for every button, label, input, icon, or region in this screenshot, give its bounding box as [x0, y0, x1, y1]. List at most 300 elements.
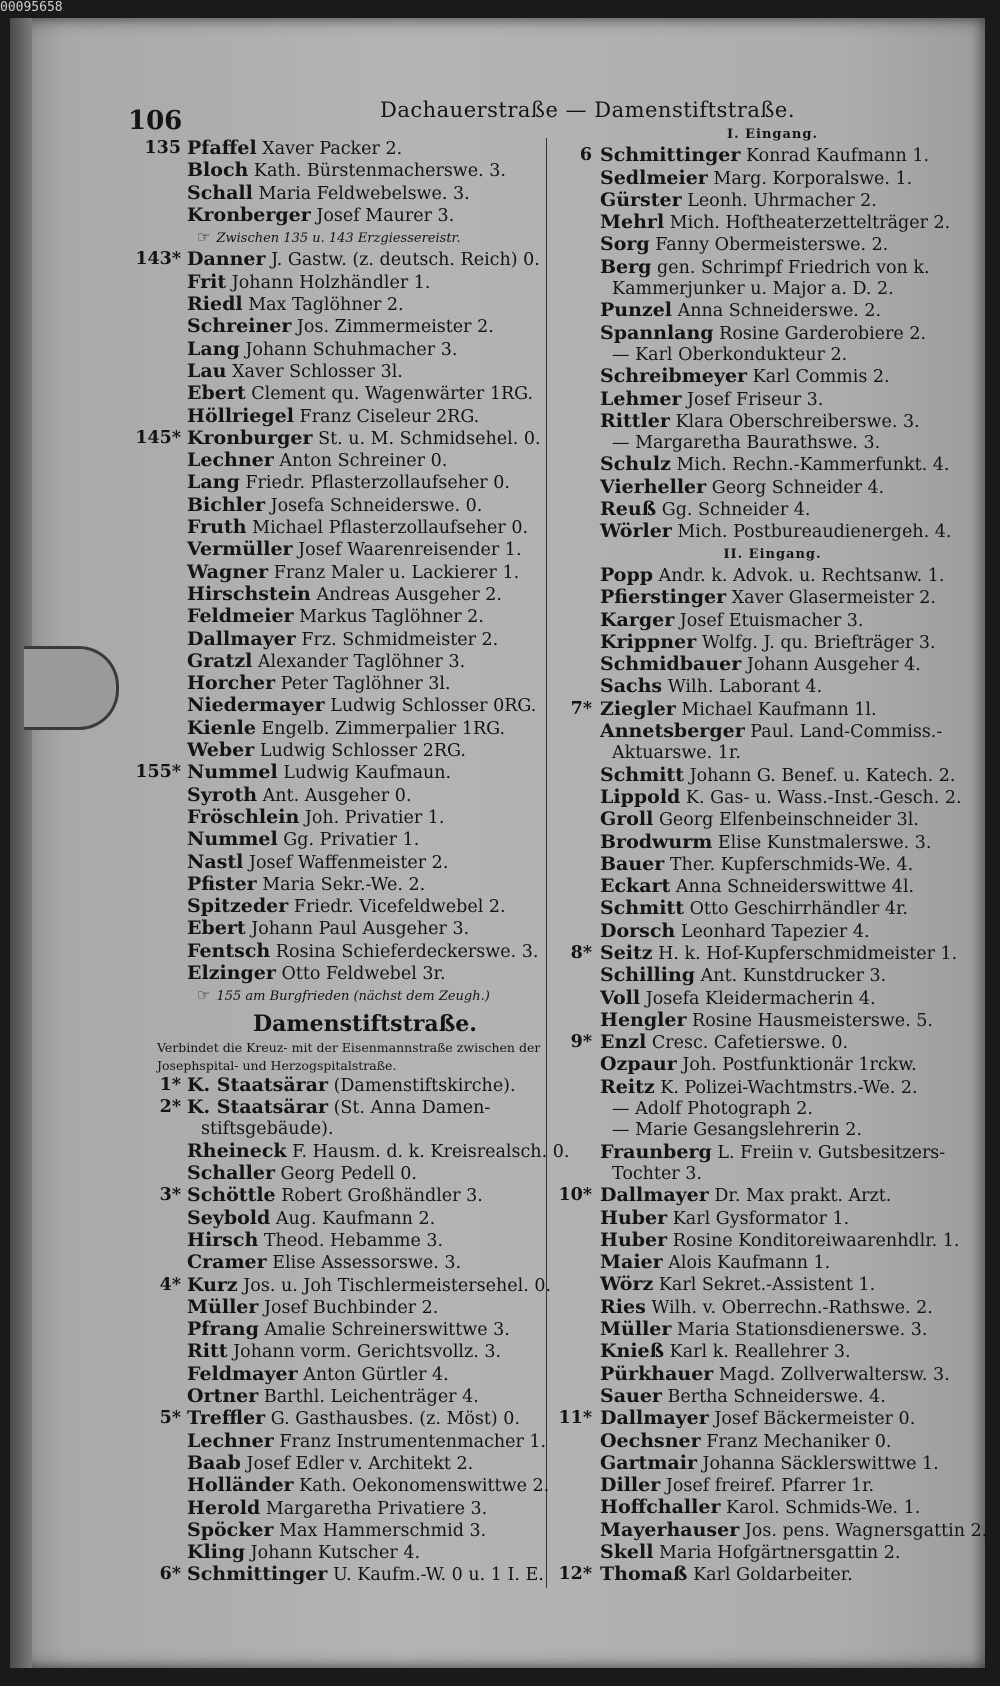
resident-details: Kath. Bürstenmacherswe. 3. — [253, 161, 506, 182]
resident-details: Johann Paul Ausgeher 3. — [251, 919, 470, 940]
resident-details: Josef Friseur 3. — [687, 389, 824, 410]
directory-entry — [560, 654, 985, 676]
directory-entry — [560, 521, 985, 543]
resident-name: Rittler — [600, 409, 670, 432]
thumb-index-tab — [24, 646, 119, 730]
directory-entry — [135, 718, 555, 740]
resident-details: Paul. Land-Commiss.- — [750, 722, 943, 743]
resident-details: Maria Sekr.-We. 2. — [262, 874, 426, 895]
entry-continuation: Kammerjunker u. Major a. D. 2. — [612, 279, 894, 300]
resident-details: U. Kaufm.-W. 0 u. 1 I. E. — [332, 1565, 544, 1586]
running-head: Dachauerstraße — Damenstiftstraße. — [380, 98, 796, 122]
resident-details: Rosine Hausmeisterswe. 5. — [692, 1010, 933, 1031]
resident-details: Johann Ausgeher 4. — [746, 655, 921, 676]
resident-details: Wilh. v. Oberrechn.-Rathswe. 2. — [651, 1297, 933, 1318]
resident-name: Thomaß — [600, 1563, 688, 1586]
directory-entry — [560, 454, 985, 476]
directory-entry — [560, 212, 985, 234]
resident-name: Gürster — [600, 188, 682, 211]
directory-entry — [560, 699, 985, 721]
sub-entry: — Karl Oberkondukteur 2. — [612, 344, 848, 365]
resident-name: Seybold — [187, 1206, 271, 1229]
resident-name: K. Staatsärar — [187, 1073, 328, 1096]
resident-name: Fraunberg — [600, 1140, 712, 1163]
scan-id: 00095658 — [0, 0, 63, 15]
resident-details: Georg Schneider 4. — [711, 477, 885, 498]
directory-entry — [135, 1453, 555, 1475]
directory-entry — [135, 472, 555, 494]
resident-details: gen. Schrimpf Friedrich von k. — [657, 257, 930, 278]
resident-details: Marg. Korporalswe. 1. — [713, 168, 913, 189]
directory-entry — [135, 1252, 555, 1274]
resident-name: Enzl — [600, 1031, 647, 1054]
resident-details: Wilh. Laborant 4. — [667, 677, 823, 698]
directory-entry — [560, 876, 985, 898]
entry-continuation: Tochter 3. — [612, 1163, 702, 1184]
resident-name: Ries — [600, 1295, 646, 1318]
resident-details: Josefa Kleidermacherin 4. — [645, 988, 876, 1009]
directory-entry — [560, 898, 985, 920]
directory-entry — [560, 477, 985, 499]
resident-name: Hoffchaller — [600, 1496, 721, 1519]
note-text: Zwischen 135 u. 143 Erzgiessereistr. — [216, 231, 461, 247]
directory-entry — [560, 632, 985, 654]
directory-entry — [560, 190, 985, 212]
directory-entry — [560, 965, 985, 987]
resident-details: Karl Gysformator 1. — [672, 1208, 850, 1229]
directory-entry — [560, 988, 985, 1010]
directory-entry — [135, 428, 555, 450]
directory-entry — [135, 539, 555, 561]
resident-name: Frit — [187, 270, 227, 293]
directory-entry — [135, 762, 555, 784]
resident-details: Ludwig Schlosser 2RG. — [259, 741, 466, 762]
resident-details: Ludwig Kaufmaun. — [283, 763, 452, 784]
resident-name: Niedermayer — [187, 694, 325, 717]
resident-details: Franz Mechaniker 0. — [706, 1431, 892, 1452]
resident-name: Wörz — [600, 1273, 654, 1296]
resident-details: K. Gas- u. Wass.-Inst.-Gesch. 2. — [685, 787, 962, 808]
house-number: 11* — [558, 1408, 592, 1429]
resident-details: Cresc. Cafetierswe. 0. — [651, 1033, 849, 1054]
directory-entry — [135, 695, 555, 717]
resident-name: Lehmer — [600, 387, 682, 410]
directory-entry — [560, 1252, 985, 1274]
house-number: 3* — [159, 1185, 181, 1206]
resident-details: Anna Schneiderswe. 2. — [677, 301, 882, 322]
resident-details: Otto Feldwebel 3r. — [281, 963, 446, 984]
house-number: 8* — [570, 942, 592, 963]
resident-details: Dr. Max prakt. Arzt. — [714, 1186, 892, 1207]
resident-details: Josef Buchbinder 2. — [263, 1297, 439, 1318]
directory-entry — [135, 829, 555, 851]
resident-name: Schall — [187, 181, 253, 204]
directory-entry — [560, 499, 985, 521]
house-number: 12* — [558, 1564, 592, 1585]
directory-entry — [135, 272, 555, 294]
resident-name: Horcher — [187, 672, 276, 695]
resident-details: Anton Schreiner 0. — [279, 451, 448, 472]
resident-details: Gg. Privatier 1. — [283, 830, 420, 851]
resident-details: Max Hammerschmid 3. — [279, 1520, 487, 1541]
resident-name: Spöcker — [187, 1518, 274, 1541]
directory-entry — [135, 1542, 555, 1564]
resident-details: Alexander Taglöhner 3. — [257, 651, 466, 672]
directory-entry — [135, 1097, 555, 1119]
resident-name: Kronberger — [187, 203, 311, 226]
resident-name: Groll — [600, 808, 654, 831]
resident-name: Hirschstein — [187, 582, 311, 605]
resident-name: Ortner — [187, 1385, 259, 1408]
directory-entry — [135, 205, 555, 227]
resident-details: Karol. Schmids-We. 1. — [726, 1498, 921, 1519]
directory-entry — [135, 629, 555, 651]
resident-name: Pürkhauer — [600, 1362, 714, 1385]
resident-name: Wörler — [600, 520, 672, 543]
directory-entry — [135, 1475, 555, 1497]
resident-name: Pfrang — [187, 1318, 259, 1341]
directory-entry — [560, 1010, 985, 1032]
house-number: 2* — [159, 1097, 181, 1118]
directory-entry — [560, 1054, 985, 1076]
resident-name: Reitz — [600, 1075, 655, 1098]
resident-details: Elise Assessorswe. 3. — [272, 1253, 462, 1274]
directory-entry — [135, 1075, 555, 1097]
resident-details: Mich. Postbureaudienergeh. 4. — [677, 522, 952, 543]
resident-details: Michael Pflasterzollaufseher 0. — [252, 518, 529, 539]
directory-entry — [135, 339, 555, 361]
resident-details: Josef Edler v. Architekt 2. — [246, 1453, 474, 1474]
resident-details: Johann G. Benef. u. Katech. 2. — [689, 765, 956, 786]
directory-entry — [135, 517, 555, 539]
resident-details: Franz Ciseleur 2RG. — [299, 406, 480, 427]
resident-name: Danner — [187, 248, 266, 271]
resident-name: Berg — [600, 255, 652, 278]
resident-details: Mich. Rechn.-Kammerfunkt. 4. — [676, 455, 950, 476]
resident-details: Peter Taglöhner 3l. — [280, 674, 451, 695]
resident-details: Karl k. Reallehrer 3. — [669, 1342, 851, 1363]
resident-name: Baab — [187, 1451, 241, 1474]
resident-name: Sorg — [600, 233, 650, 256]
resident-details: Xaver Schlosser 3l. — [232, 361, 403, 382]
resident-name: Reuß — [600, 498, 657, 521]
resident-details: Mich. Hoftheaterzettelträger 2. — [669, 213, 951, 234]
resident-name: K. Staatsärar — [187, 1096, 328, 1119]
directory-entry — [560, 366, 985, 388]
resident-details: L. Freiin v. Gutsbesitzers- — [717, 1142, 946, 1163]
left-column — [135, 137, 570, 1587]
resident-details: Elise Kunstmalerswe. 3. — [717, 832, 932, 853]
directory-entry — [560, 676, 985, 698]
resident-details: Engelb. Zimmerpalier 1RG. — [261, 718, 506, 739]
resident-details: Friedr. Pflasterzollaufseher 0. — [245, 473, 510, 494]
directory-entry — [135, 941, 555, 963]
resident-name: Pfister — [187, 872, 257, 895]
directory-entry — [135, 1230, 555, 1252]
directory-entry — [135, 1163, 555, 1185]
resident-details: Johann vorm. Gerichtsvollz. 3. — [233, 1342, 502, 1363]
directory-entry — [135, 651, 555, 673]
directory-entry — [560, 610, 985, 632]
resident-details: Kath. Oekonomenswittwe 2. — [299, 1476, 550, 1497]
resident-details: Maria Feldwebelswe. 3. — [258, 183, 470, 204]
directory-entry — [560, 1032, 985, 1054]
resident-details: Alois Kaufmann 1. — [668, 1253, 831, 1274]
resident-name: Bichler — [187, 493, 265, 516]
entry-continuation: Aktuarswe. 1r. — [612, 743, 741, 764]
sub-entry: — Adolf Photograph 2. — [612, 1099, 813, 1120]
resident-details: Gg. Schneider 4. — [661, 500, 811, 521]
resident-name: Karger — [600, 608, 675, 631]
directory-entry — [135, 249, 555, 271]
resident-name: Huber — [600, 1206, 668, 1229]
pointing-hand-icon: ☞ — [197, 986, 211, 1005]
resident-details: Franz Maler u. Lackierer 1. — [273, 562, 520, 583]
resident-name: Ziegler — [600, 697, 676, 720]
directory-entry — [560, 1274, 985, 1296]
resident-name: Punzel — [600, 299, 673, 322]
directory-entry — [560, 257, 985, 279]
resident-details: Ther. Kupferschmids-We. 4. — [669, 854, 914, 875]
resident-name: Fruth — [187, 516, 247, 539]
directory-entry — [135, 896, 555, 918]
resident-name: Dallmayer — [187, 627, 296, 650]
house-number: 10* — [558, 1185, 592, 1206]
resident-name: Kronburger — [187, 426, 313, 449]
cross-reference-note — [135, 227, 555, 249]
resident-name: Rheineck — [187, 1139, 287, 1162]
resident-details: Barthl. Leichenträger 4. — [263, 1387, 479, 1408]
resident-name: Schmittinger — [187, 1563, 328, 1586]
resident-details: Klara Oberschreiberswe. 3. — [675, 411, 920, 432]
directory-entry — [135, 807, 555, 829]
directory-entry — [135, 361, 555, 383]
resident-details: Friedr. Vicefeldwebel 2. — [293, 897, 506, 918]
directory-entry — [560, 1453, 985, 1475]
resident-name: Brodwurm — [600, 830, 713, 853]
resident-name: Schmidbauer — [600, 653, 742, 676]
resident-name: Nummel — [187, 761, 278, 784]
resident-name: Skell — [600, 1541, 654, 1563]
resident-name: Hirsch — [187, 1228, 259, 1251]
resident-details: Anton Gürtler 4. — [303, 1364, 449, 1385]
resident-details: Andreas Ausgeher 2. — [316, 584, 502, 605]
resident-name: Lang — [187, 471, 240, 494]
resident-details: Theod. Hebamme 3. — [263, 1230, 444, 1251]
resident-name: Fentsch — [187, 939, 271, 962]
resident-name: Spitzeder — [187, 895, 289, 918]
resident-details: Josef Maurer 3. — [316, 205, 455, 226]
directory-entry — [135, 1498, 555, 1520]
resident-details: F. Hausm. d. k. Kreisrealsch. 0. — [292, 1141, 570, 1162]
resident-details: Josef Etuismacher 3. — [679, 610, 864, 631]
resident-name: Schmittinger — [600, 144, 741, 167]
resident-details: Jos. pens. Wagnersgattin 2. — [744, 1520, 988, 1541]
directory-entry — [135, 1341, 555, 1363]
resident-name: Ozpaur — [600, 1053, 677, 1076]
directory-entry — [560, 587, 985, 609]
resident-details: G. Gasthausbes. (z. Möst) 0. — [270, 1409, 521, 1430]
directory-entry — [135, 1297, 555, 1319]
resident-details: Josef Bäckermeister 0. — [714, 1409, 916, 1430]
directory-entry — [135, 316, 555, 338]
house-number: 1* — [159, 1074, 181, 1095]
resident-details: Otto Geschirrhändler 4r. — [689, 899, 908, 920]
resident-name: Bloch — [187, 159, 249, 182]
directory-entry — [560, 1142, 985, 1164]
resident-name: Gartmair — [600, 1451, 697, 1474]
resident-name: Holländer — [187, 1474, 294, 1497]
resident-details: Johann Holzhändler 1. — [231, 272, 431, 293]
resident-details: Margaretha Privatiere 3. — [265, 1498, 488, 1519]
resident-details: J. Gastw. (z. deutsch. Reich) 0. — [271, 250, 540, 271]
house-number: 4* — [159, 1274, 181, 1295]
resident-details: Maria Hofgärtnersgattin 2. — [659, 1543, 901, 1563]
page-number: 106 — [128, 106, 183, 136]
resident-details: Frz. Schmidmeister 2. — [301, 629, 499, 650]
directory-entry — [560, 1319, 985, 1341]
directory-entry — [135, 1431, 555, 1453]
book-page — [10, 18, 988, 1668]
resident-name: Lechner — [187, 449, 274, 472]
directory-entry — [560, 943, 985, 965]
resident-details: Joh. Postfunktionär 1rckw. — [682, 1055, 917, 1076]
resident-name: Pfaffel — [187, 137, 257, 159]
directory-entry — [135, 138, 555, 160]
resident-details: Magd. Zollverwaltersw. 3. — [718, 1364, 950, 1385]
resident-name: Knieß — [600, 1340, 665, 1363]
directory-entry — [135, 1364, 555, 1386]
resident-details: Leonh. Uhrmacher 2. — [687, 190, 877, 211]
resident-name: Vermüller — [187, 538, 293, 561]
resident-name: Syroth — [187, 783, 258, 806]
resident-details: Leonhard Tapezier 4. — [680, 921, 870, 942]
directory-entry — [135, 963, 555, 985]
resident-name: Hengler — [600, 1008, 687, 1031]
directory-entry — [135, 183, 555, 205]
directory-entry — [135, 383, 555, 405]
directory-entry — [560, 1297, 985, 1319]
resident-details: Georg Pedell 0. — [280, 1164, 417, 1185]
resident-details: Ant. Kunstdrucker 3. — [700, 966, 887, 987]
resident-details: Karl Sekret.-Assistent 1. — [658, 1275, 876, 1296]
house-number: 135 — [144, 138, 181, 158]
resident-details: Michael Kaufmann 1l. — [681, 699, 877, 720]
resident-details: Wolfg. J. qu. Briefträger 3. — [701, 632, 936, 653]
resident-name: Lechner — [187, 1429, 274, 1452]
directory-entry — [135, 740, 555, 762]
resident-name: Pfierstinger — [600, 586, 727, 609]
directory-entry — [135, 1386, 555, 1408]
resident-name: Oechsner — [600, 1429, 701, 1452]
directory-entry — [560, 1497, 985, 1519]
resident-name: Vierheller — [600, 475, 707, 498]
directory-entry — [135, 294, 555, 316]
resident-details: Rosine Garderobiere 2. — [719, 323, 927, 344]
entry-continuation: stiftsgebäude). — [201, 1119, 334, 1140]
resident-name: Ebert — [187, 382, 246, 405]
resident-details: Fanny Obermeisterswe. 2. — [655, 235, 889, 256]
directory-entry — [135, 1185, 555, 1207]
directory-entry — [560, 1208, 985, 1230]
resident-name: Weber — [187, 739, 255, 762]
directory-entry — [560, 1364, 985, 1386]
resident-name: Dorsch — [600, 919, 676, 942]
resident-details: Aug. Kaufmann 2. — [275, 1208, 436, 1229]
resident-details: Josefa Schneiderswe. 0. — [270, 495, 483, 516]
resident-details: Ludwig Schlosser 0RG. — [330, 696, 537, 717]
house-number: 7* — [570, 698, 592, 719]
resident-details: H. k. Hof-Kupferschmidmeister 1. — [658, 943, 958, 964]
right-column — [558, 124, 988, 1587]
directory-entry — [560, 921, 985, 943]
resident-details: Jos. Zimmermeister 2. — [296, 317, 494, 338]
street-description: Verbindet die Kreuz- mit der Eisenmannstraße zwischen der Josephspital- und Herzogspitalstraße. — [157, 1039, 541, 1073]
directory-entry — [135, 1139, 570, 1163]
directory-entry — [560, 565, 985, 587]
resident-details: Johann Schuhmacher 3. — [245, 339, 458, 360]
directory-entry — [560, 854, 985, 876]
resident-name: Wagner — [187, 560, 269, 583]
resident-name: Popp — [600, 563, 654, 586]
resident-name: Cramer — [187, 1251, 267, 1274]
resident-details: Georg Elfenbeinschneider 3l. — [658, 810, 919, 831]
resident-name: Feldmayer — [187, 1362, 298, 1385]
directory-entry — [560, 389, 985, 411]
resident-name: Lang — [187, 337, 240, 360]
directory-entry — [135, 606, 555, 628]
directory-entry — [560, 787, 985, 809]
resident-name: Spannlang — [600, 321, 714, 344]
resident-details: Josef Waarenreisender 1. — [298, 540, 522, 561]
resident-name: Höllriegel — [187, 404, 294, 427]
directory-entry — [135, 673, 555, 695]
resident-details: Jos. u. Joh Tischlermeistersehel. 0. — [243, 1275, 552, 1296]
resident-name: Fröschlein — [187, 805, 300, 828]
resident-details: Markus Taglöhner 2. — [299, 607, 484, 628]
directory-entry — [560, 1475, 985, 1497]
resident-details: Josef freiref. Pfarrer 1r. — [665, 1476, 875, 1497]
directory-entry — [560, 832, 985, 854]
house-number: 9* — [570, 1032, 592, 1053]
resident-name: Seitz — [600, 941, 653, 964]
resident-details: Bertha Schneiderswe. 4. — [667, 1386, 886, 1407]
directory-entry — [560, 300, 985, 322]
directory-entry — [560, 1386, 985, 1408]
entrance-heading: II. Eingang. — [723, 546, 822, 562]
resident-name: Lau — [187, 359, 227, 382]
resident-name: Kling — [187, 1541, 246, 1564]
resident-name: Schreiner — [187, 315, 292, 338]
directory-entry — [560, 145, 985, 167]
directory-entry — [135, 1208, 555, 1230]
resident-details: Franz Instrumentenmacher 1. — [279, 1431, 547, 1452]
directory-entry — [560, 1564, 985, 1586]
resident-name: Dallmayer — [600, 1407, 709, 1430]
resident-details: Max Taglöhner 2. — [248, 295, 404, 316]
resident-name: Bauer — [600, 852, 665, 875]
house-number: 143* — [135, 249, 181, 270]
page-gutter — [10, 18, 32, 1668]
resident-name: Schilling — [600, 964, 696, 987]
resident-details: Clement qu. Wagenwärter 1RG. — [251, 384, 534, 405]
sub-entry: — Marie Gesangslehrerin 2. — [612, 1120, 862, 1141]
directory-entry — [135, 918, 555, 940]
resident-details: K. Polizei-Wachtmstrs.-We. 2. — [660, 1077, 918, 1098]
resident-name: Eckart — [600, 875, 671, 898]
directory-entry — [560, 809, 985, 831]
directory-entry — [135, 1520, 555, 1542]
